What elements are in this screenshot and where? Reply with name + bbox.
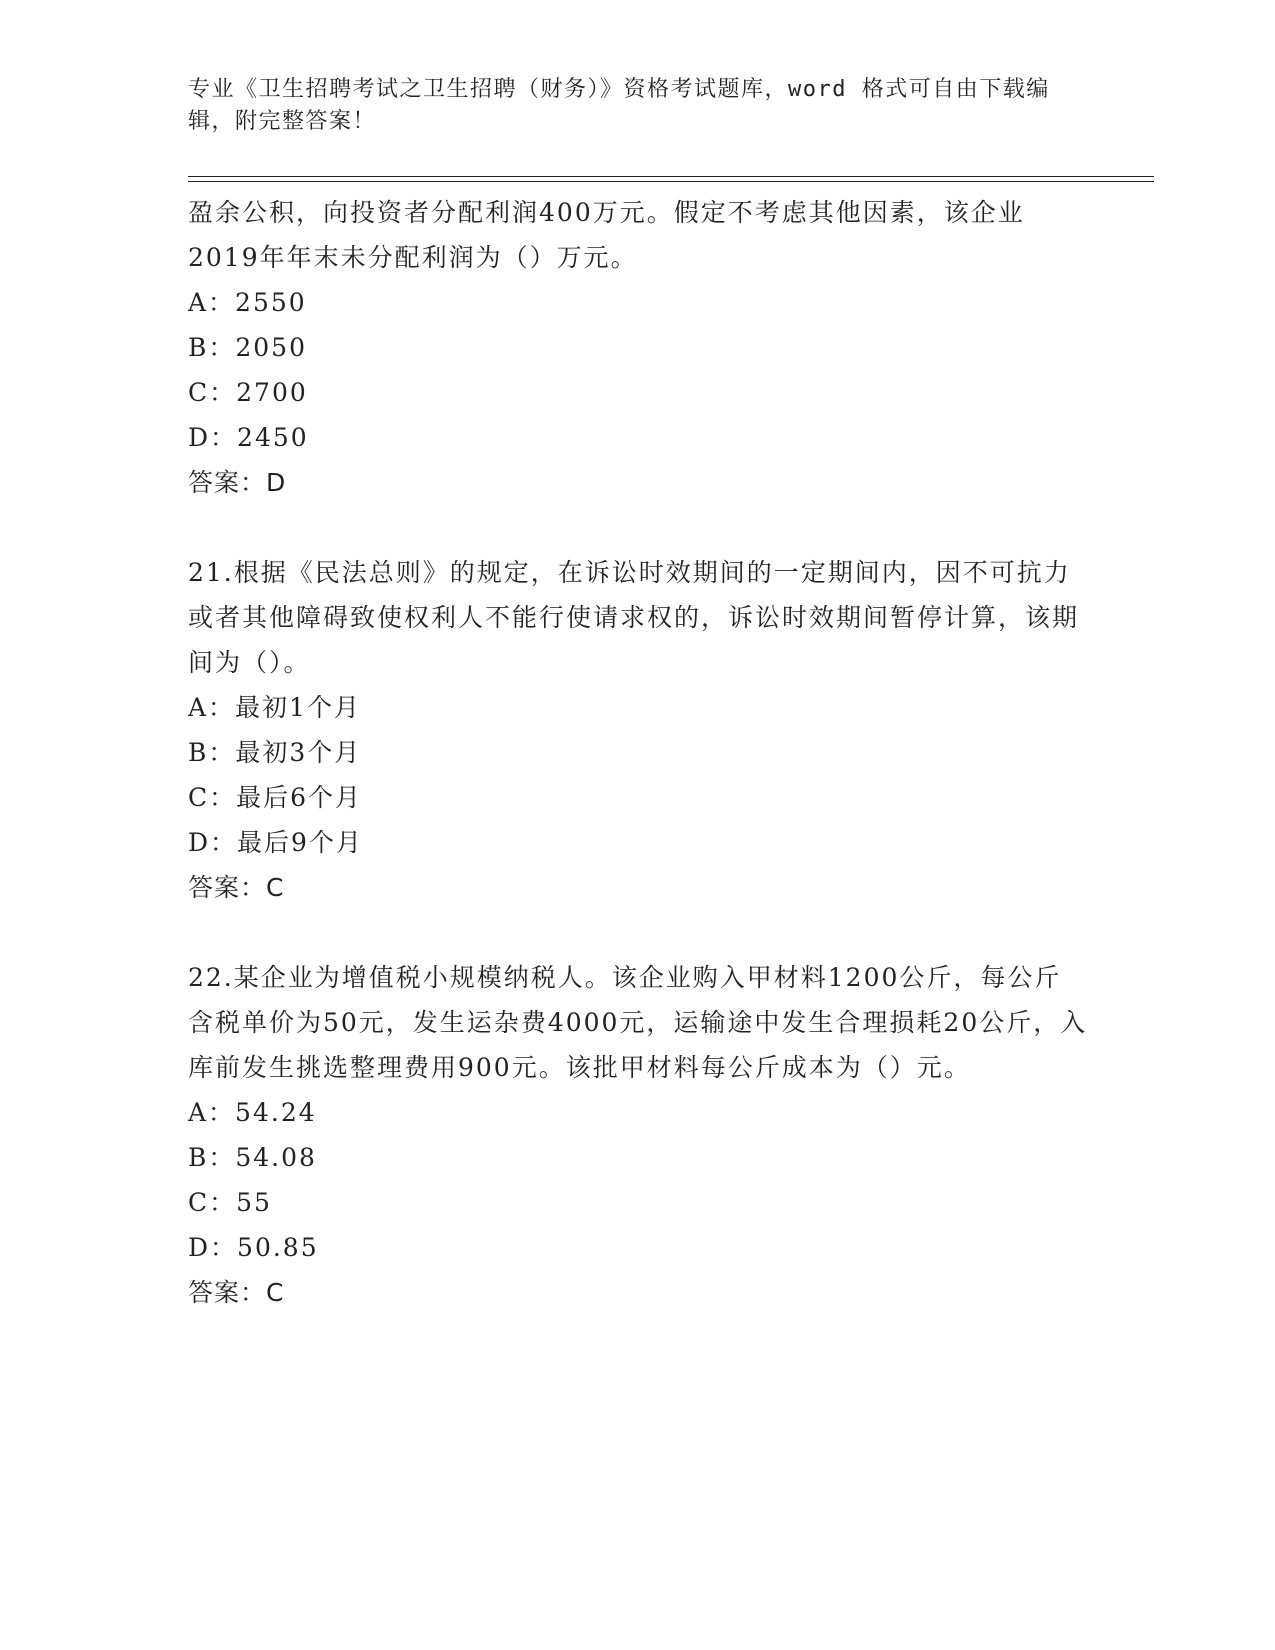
question-22 xyxy=(188,955,1088,1315)
option-c: C：2700 xyxy=(188,378,308,407)
question-20 xyxy=(188,190,1088,505)
answer: 答案：C xyxy=(188,873,285,902)
option-d: D：2450 xyxy=(188,423,309,452)
header-rule-top xyxy=(188,176,1154,177)
question-stem: 22.某企业为增值税小规模纳税人。该企业购入甲材料1200公斤，每公斤含税单价为50元，发生运杂费4000元，运输途中发生合理损耗20公斤，入库前发生挑选整理费用900元。该批甲材料每公斤成本为（）元。 xyxy=(188,963,1088,1082)
option-a: A：54.24 xyxy=(188,1098,317,1127)
option-c: C：55 xyxy=(188,1188,272,1217)
option-d: D：最后9个月 xyxy=(188,828,363,857)
question-stem: 21.根据《民法总则》的规定，在诉讼时效期间的一定期间内，因不可抗力或者其他障碍致使权利人不能行使请求权的，诉讼时效期间暂停计算，该期间为（）。 xyxy=(188,558,1080,677)
question-stem: 盈余公积，向投资者分配利润400万元。假定不考虑其他因素，该企业2019年年末未分配利润为（）万元。 xyxy=(188,198,1025,272)
option-a: A：最初1个月 xyxy=(188,693,361,722)
option-d: D：50.85 xyxy=(188,1233,319,1262)
answer: 答案：D xyxy=(188,468,287,497)
question-21 xyxy=(188,550,1088,910)
option-b: B：2050 xyxy=(188,333,307,362)
question-content xyxy=(188,190,1088,1315)
document-header: 专业《卫生招聘考试之卫生招聘（财务）》资格考试题库，word 格式可自由下载编辑，附完整答案！ xyxy=(188,77,1050,134)
option-b: B：54.08 xyxy=(188,1143,317,1172)
header-rule-bottom xyxy=(188,181,1154,182)
spacer xyxy=(188,910,1088,955)
option-a: A：2550 xyxy=(188,288,307,317)
answer: 答案：C xyxy=(188,1278,285,1307)
option-c: C：最后6个月 xyxy=(188,783,363,812)
spacer xyxy=(188,505,1088,550)
option-b: B：最初3个月 xyxy=(188,738,362,767)
